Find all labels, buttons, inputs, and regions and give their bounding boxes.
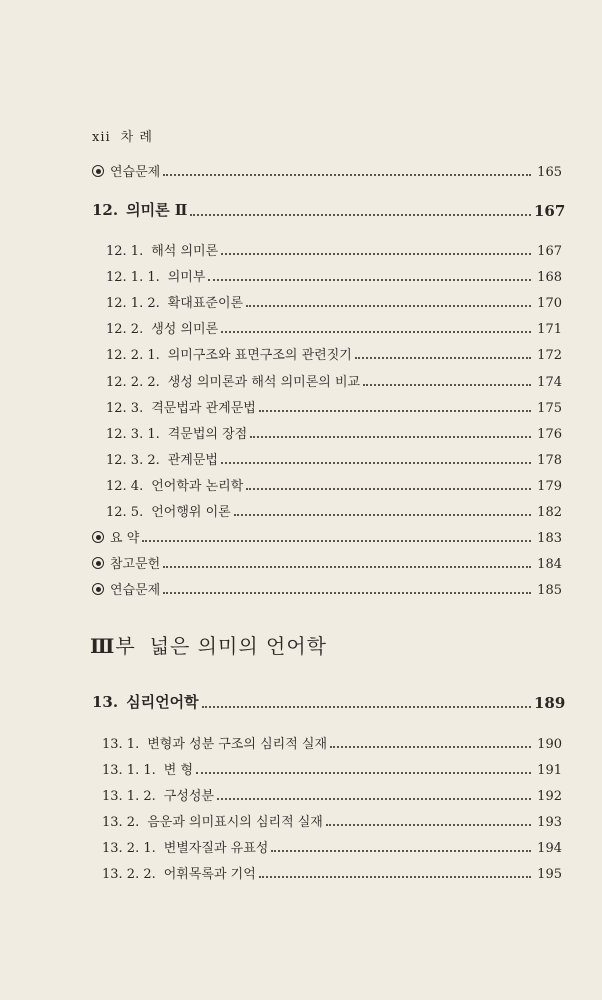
toc-entry[interactable]: [92, 576, 562, 598]
leader-dots: [250, 436, 531, 438]
entry-page: 170: [537, 296, 562, 311]
toc-entry[interactable]: [92, 550, 562, 572]
part-heading[interactable]: [90, 630, 327, 659]
leader-dots: [142, 540, 531, 542]
entry-page: 194: [537, 841, 562, 856]
entry-page: 172: [537, 348, 562, 363]
entry-title: 격문법의 장점: [167, 427, 248, 442]
entry-title: 연습문제: [110, 583, 161, 598]
entry-page: 165: [537, 165, 562, 180]
leader-dots: [363, 384, 531, 386]
leader-dots: [217, 798, 531, 800]
section-number: 12. 2.: [106, 322, 144, 337]
entry-title: 구성성분: [163, 789, 214, 804]
leader-dots: [355, 357, 531, 359]
section-number: 12. 1. 2.: [106, 296, 160, 311]
entry-page: 167: [534, 202, 566, 220]
leader-dots: [163, 566, 531, 568]
entry-page: 174: [537, 375, 562, 390]
chapter-title: 심리언어학: [126, 693, 199, 711]
part-numeral: Ⅲ: [90, 634, 116, 658]
part-title: 넓은 의미의 언어학: [149, 634, 327, 658]
chapter-number: 13.: [92, 693, 119, 711]
entry-title: 변별자질과 유표성: [163, 841, 269, 856]
section-number: 12. 2. 2.: [106, 375, 160, 390]
toc-entry[interactable]: [106, 472, 562, 494]
leader-dots: [246, 305, 531, 307]
circled-dot-icon: [92, 583, 104, 595]
section-number: 12. 1. 1.: [106, 270, 160, 285]
entry-title: 언어학과 논리학: [151, 479, 244, 494]
toc-entry[interactable]: [102, 782, 562, 804]
entry-title: 의미부: [167, 270, 206, 285]
entry-title: 해석 의미론: [151, 244, 219, 259]
toc-entry[interactable]: [102, 860, 562, 882]
entry-title: 요 약: [110, 531, 140, 546]
section-number: 12. 4.: [106, 479, 144, 494]
page-label: xii: [92, 130, 111, 145]
toc-entry[interactable]: [106, 394, 562, 416]
toc-entry[interactable]: [102, 808, 562, 830]
section-number: 13. 2. 1.: [102, 841, 156, 856]
entry-page: 191: [537, 763, 562, 778]
leader-dots: [202, 706, 531, 708]
leader-dots: [326, 824, 531, 826]
leader-dots: [330, 746, 531, 748]
entry-page: 193: [537, 815, 562, 830]
leader-dots: [259, 410, 531, 412]
part-suffix: 부: [115, 634, 136, 658]
leader-dots: [271, 850, 531, 852]
leader-dots: [208, 279, 531, 281]
running-header: [92, 126, 153, 145]
toc-entry[interactable]: [106, 237, 562, 259]
leader-dots: [246, 488, 531, 490]
entry-page: 171: [537, 322, 562, 337]
toc-entry[interactable]: [102, 730, 562, 752]
entry-title: 생성 의미론: [151, 322, 219, 337]
section-number: 12. 1.: [106, 244, 144, 259]
entry-title: 연습문제: [110, 165, 161, 180]
leader-dots: [221, 462, 531, 464]
toc-entry[interactable]: [106, 498, 562, 520]
entry-title: 확대표준이론: [167, 296, 244, 311]
section-number: 12. 3. 2.: [106, 453, 160, 468]
circled-dot-icon: [92, 557, 104, 569]
toc-entry[interactable]: [102, 834, 562, 856]
circled-dot-icon: [92, 165, 104, 177]
toc-entry[interactable]: [106, 420, 562, 442]
entry-page: 189: [534, 694, 566, 712]
entry-title: 음운과 의미표시의 심리적 실재: [147, 815, 323, 830]
toc-entry[interactable]: [106, 263, 562, 285]
leader-dots: [163, 174, 531, 176]
toc-entry[interactable]: [106, 289, 562, 311]
leader-dots: [190, 214, 531, 216]
entry-title: 변 형: [163, 763, 193, 778]
running-title: 차 례: [120, 130, 153, 145]
section-number: 12. 3. 1.: [106, 427, 160, 442]
section-number: 12. 2. 1.: [106, 348, 160, 363]
section-number: 13. 1. 1.: [102, 763, 156, 778]
chapter-title: 의미론 Ⅱ: [126, 201, 188, 219]
entry-page: 175: [537, 401, 562, 416]
leader-dots: [221, 331, 531, 333]
leader-dots: [221, 253, 531, 255]
entry-page: 192: [537, 789, 562, 804]
entry-title: 참고문헌: [110, 557, 161, 572]
entry-page: 185: [537, 583, 562, 598]
entry-page: 195: [537, 867, 562, 882]
toc-chapter-entry[interactable]: [92, 690, 566, 712]
entry-page: 182: [537, 505, 562, 520]
entry-page: 190: [537, 737, 562, 752]
toc-entry[interactable]: [92, 158, 562, 180]
section-number: 12. 5.: [106, 505, 144, 520]
toc-entry[interactable]: [106, 368, 562, 390]
section-number: 13. 1.: [102, 737, 140, 752]
entry-title: 격문법과 관계문법: [151, 401, 256, 416]
entry-title: 생성 의미론과 해석 의미론의 비교: [167, 375, 361, 390]
toc-entry[interactable]: [106, 341, 562, 363]
section-number: 13. 2.: [102, 815, 140, 830]
entry-title: 관계문법: [167, 453, 218, 468]
leader-dots: [163, 592, 531, 594]
toc-entry[interactable]: [106, 446, 562, 468]
entry-page: 168: [537, 270, 562, 285]
leader-dots: [196, 772, 531, 774]
circled-dot-icon: [92, 531, 104, 543]
section-number: 13. 1. 2.: [102, 789, 156, 804]
leader-dots: [259, 876, 531, 878]
toc-chapter-entry[interactable]: [92, 198, 566, 220]
chapter-number: 12.: [92, 201, 119, 219]
entry-page: 176: [537, 427, 562, 442]
entry-title: 의미구조와 표면구조의 관련짓기: [167, 348, 352, 363]
entry-page: 183: [537, 531, 562, 546]
entry-title: 변형과 성분 구조의 심리적 실재: [147, 737, 328, 752]
entry-page: 178: [537, 453, 562, 468]
toc-entry[interactable]: [102, 756, 562, 778]
section-number: 12. 3.: [106, 401, 144, 416]
entry-page: 167: [537, 244, 562, 259]
leader-dots: [234, 514, 531, 516]
toc-entry[interactable]: [106, 315, 562, 337]
entry-title: 어휘목록과 기억: [163, 867, 256, 882]
entry-page: 184: [537, 557, 562, 572]
toc-entry[interactable]: [92, 524, 562, 546]
section-number: 13. 2. 2.: [102, 867, 156, 882]
entry-page: 179: [537, 479, 562, 494]
entry-title: 언어행위 이론: [151, 505, 231, 520]
